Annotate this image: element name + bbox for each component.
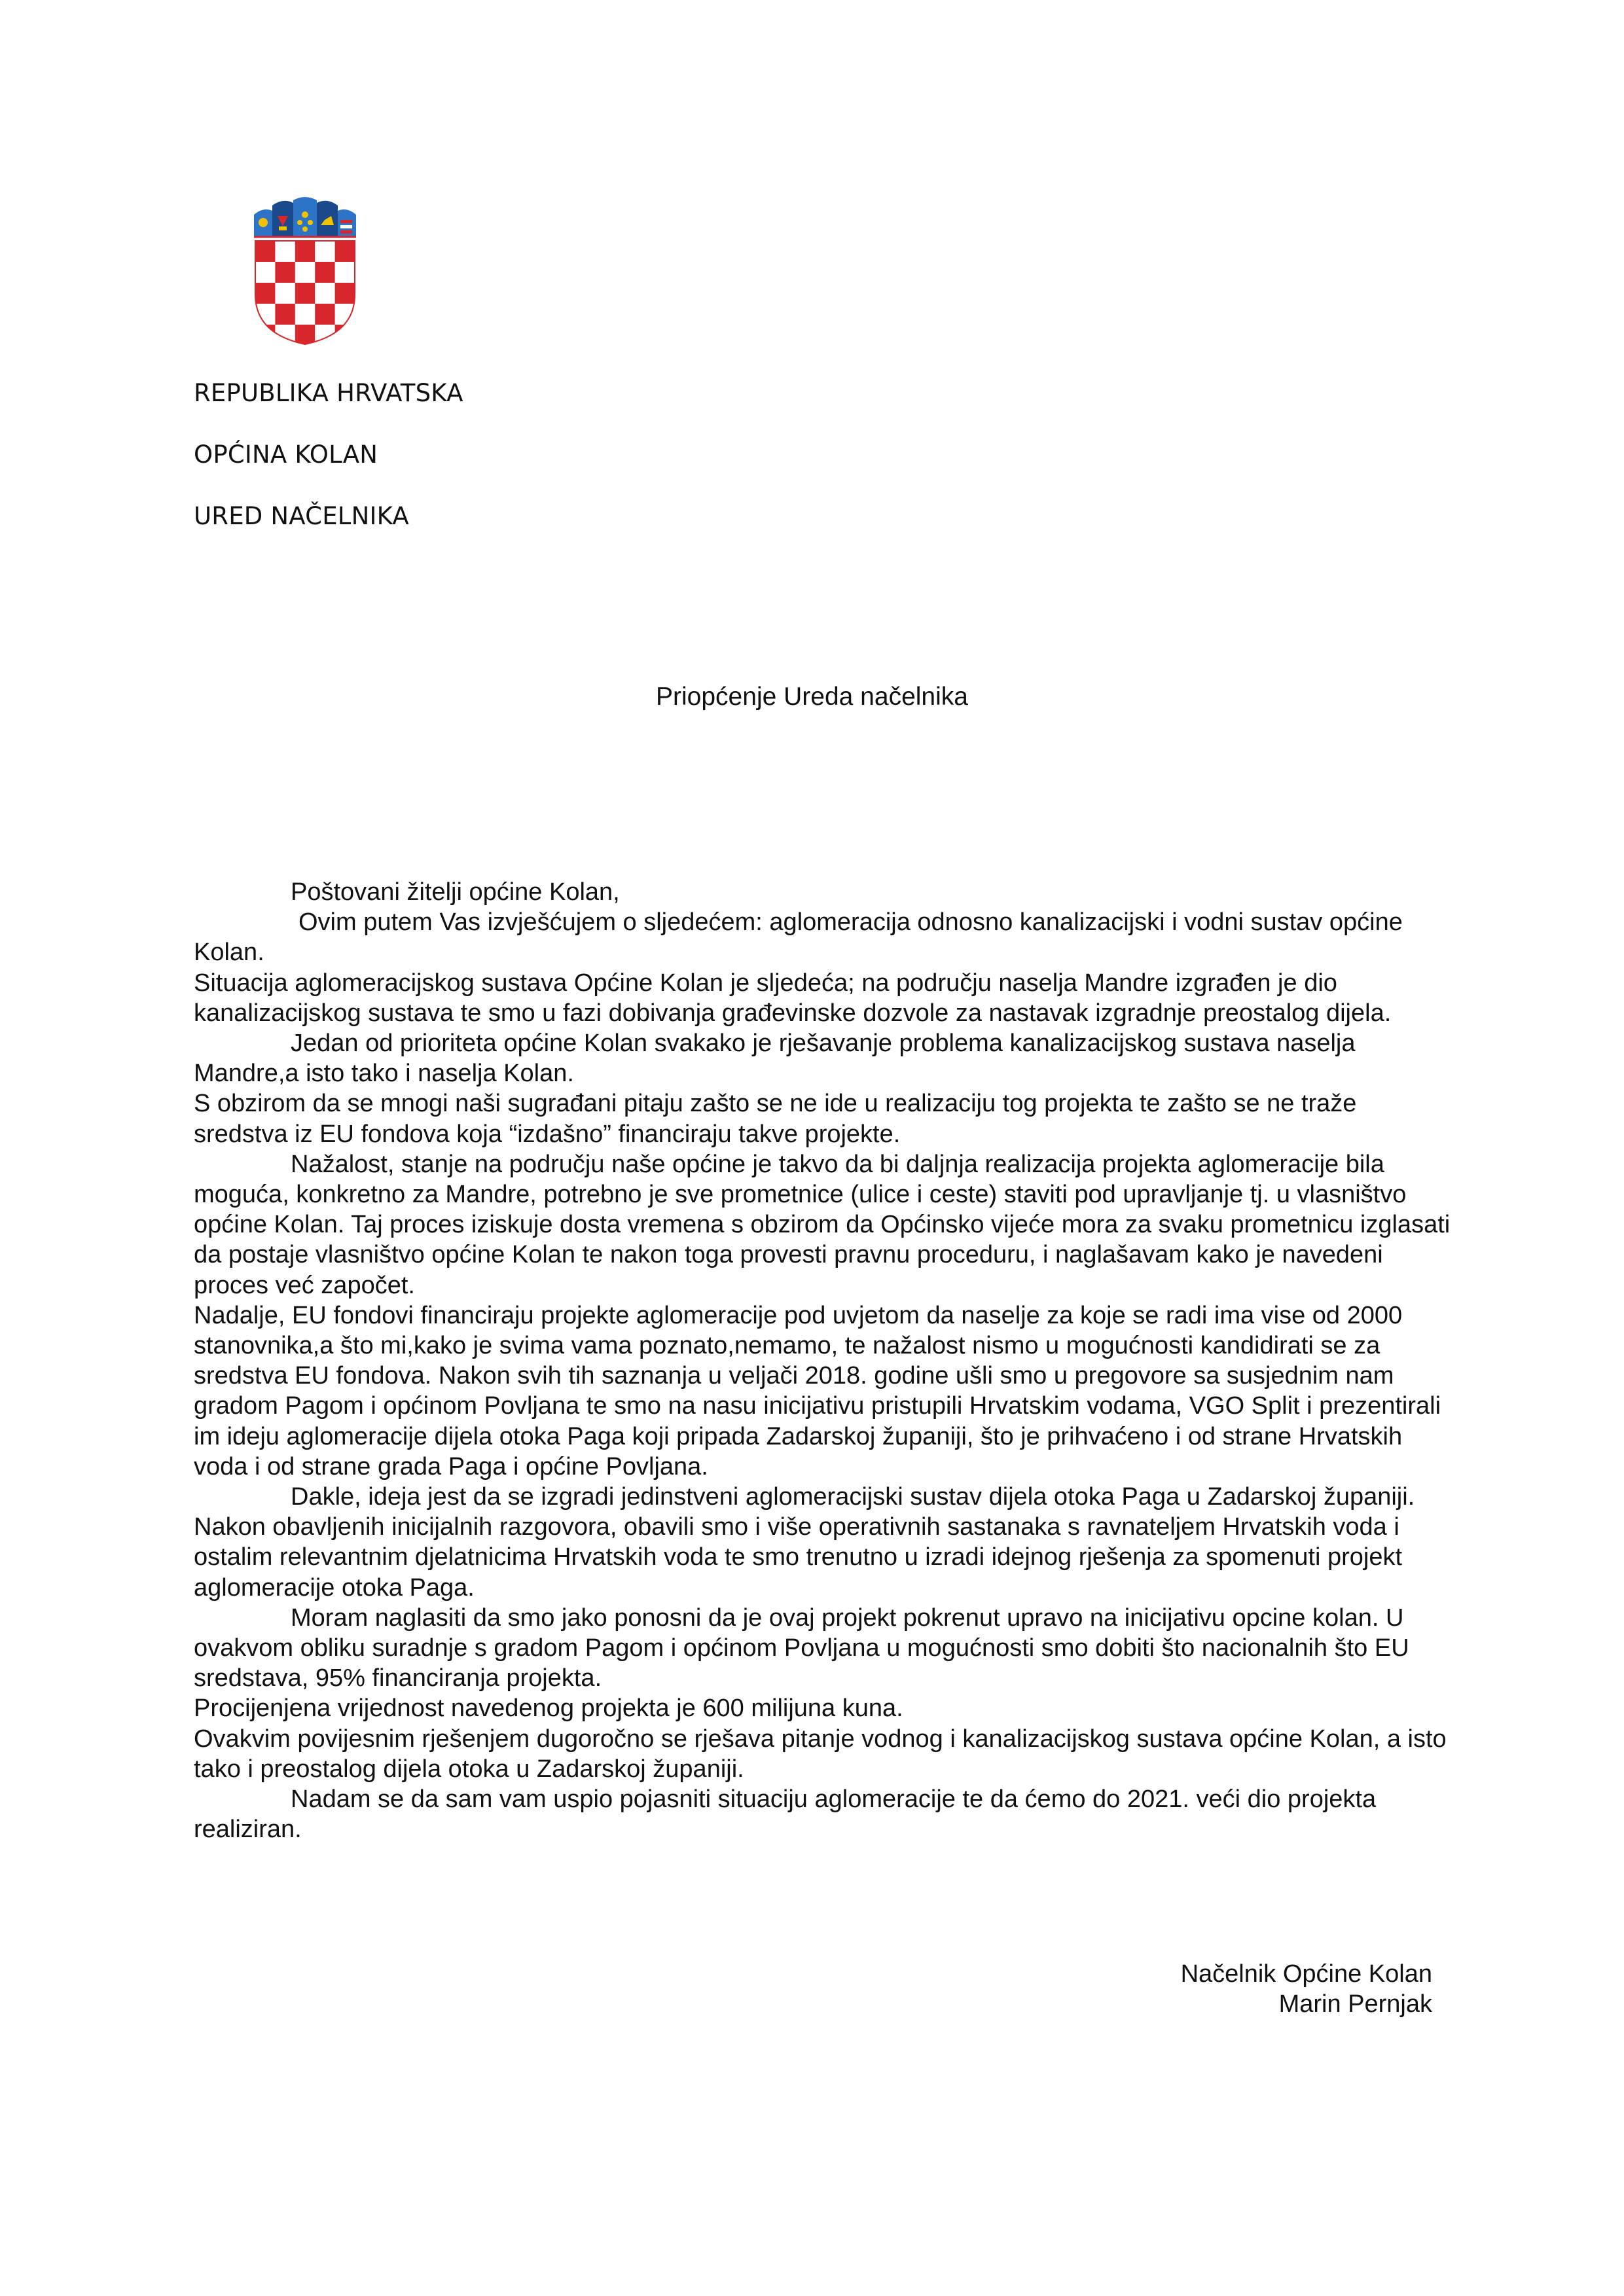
- letter-body: [194, 877, 1451, 1845]
- paragraph: Nadam se da sam vam uspio pojasniti situaciju aglomeracije te da ćemo do 2021. veći dio projekta realiziran.: [194, 1785, 1377, 1844]
- paragraph: Procijenjena vrijednost navedenog projekta je 600 milijuna kuna.: [194, 1695, 903, 1723]
- paragraph: Ovakvim povijesnim rješenjem dugoročno se rješava pitanje vodnog i kanalizacijskog sustava općine Kolan, a isto tako i preostalog dijela otoka u Zadarskoj županiji.: [194, 1725, 1447, 1783]
- paragraph: Nažalost, stanje na području naše općine je takvo da bi daljnja realizacija projekta aglomeracije bila moguća, konkretno za Mandre, potrebno je sve prometnice (ulice i ceste) staviti pod upravljanje tj. u vlasništvo općine Kolan. Taj proces iziskuje dosta vremena s obzirom da Općinsko vijeće mora za svaku prometnicu izglasati da postaje vlasništvo općine Kolan te nakon toga provesti pravnu proceduru, i naglašavam kako je navedeni proces već započet.: [194, 1150, 1451, 1299]
- header-municipality: OPĆINA KOLAN: [194, 440, 378, 469]
- document-title: Priopćenje Ureda načelnika: [656, 683, 968, 711]
- header-office: URED NAČELNIKA: [194, 502, 409, 530]
- crown: [254, 197, 356, 237]
- paragraph: Nadalje, EU fondovi financiraju projekte aglomeracije pod uvjetom da naselje za koje se radi ima vise od 2000 stanovnika,a što mi,kako je svima vama poznato,nemamo, te nažalost nismo u mogućnosti kandidirati se za sredstva EU fondova. Nakon svih tih saznanja u veljači 2018. godine ušli smo u pregovore sa susjednim nam gradom Pagom i općinom Povljana te smo na nasu inicijativu pristupili Hrvatskim vodama, VGO Split i prezentirali im ideju aglomeracije dijela otoka Paga koji pripada Zadarskoj županiji, što je prihvaćeno i od strane Hrvatskih voda i od strane grada Paga i općine Povljana.: [194, 1301, 1441, 1480]
- signature-name: Marin Pernjak: [1278, 1990, 1432, 2018]
- signature-role: Načelnik Općine Kolan: [1180, 1960, 1432, 1988]
- greeting: Poštovani žitelji općine Kolan,: [291, 878, 620, 906]
- checkered-shield: [255, 241, 355, 346]
- header-republic: REPUBLIKA HRVATSKA: [194, 379, 463, 407]
- paragraph: S obzirom da se mnogi naši sugrađani pitaju zašto se ne ide u realizaciju tog projekta te zašto se ne traže sredstva iz EU fondova koja “izdašno” financiraju takve projekte.: [194, 1090, 1357, 1148]
- paragraph: Situacija aglomeracijskog sustava Općine Kolan je sljedeća; na području naselja Mandre izgrađen je dio kanalizacijskog sustava te smo u fazi dobivanja građevinske dozvole za nastavak izgradnje preostalog dijela.: [194, 969, 1392, 1027]
- paragraph: Dakle, ideja jest da se izgradi jedinstveni aglomeracijski sustav dijela otoka Paga u Zadarskoj županiji. Nakon obavljenih inicijalnih razgovora, obavili smo i više operativnih sastanaka s ravnateljem Hrvatskih voda i ostalim relevantnim djelatnicima Hrvatskih voda te smo trenutno u izradi idejnog rješenja za spomenuti projekt aglomeracije otoka Paga.: [194, 1483, 1415, 1602]
- paragraph: Jedan od prioriteta općine Kolan svakako je rješavanje problema kanalizacijskog sustava naselja Mandre,a isto tako i naselja Kolan.: [194, 1030, 1356, 1088]
- signature-block: [1181, 1959, 1432, 2019]
- paragraph: Ovim putem Vas izvješćujem o sljedećem: aglomeracija odnosno kanalizacijski i vodni sustav općine Kolan.: [194, 908, 1403, 967]
- coat-of-arms-icon: [249, 196, 361, 346]
- paragraph: Moram naglasiti da smo jako ponosni da je ovaj projekt pokrenut upravo na inicijativu opcine kolan. U ovakvom obliku suradnje s gradom Pagom i općinom Povljana u mogućnosti smo dobiti što nacionalnih što EU sredstava, 95% financiranja projekta.: [194, 1604, 1409, 1693]
